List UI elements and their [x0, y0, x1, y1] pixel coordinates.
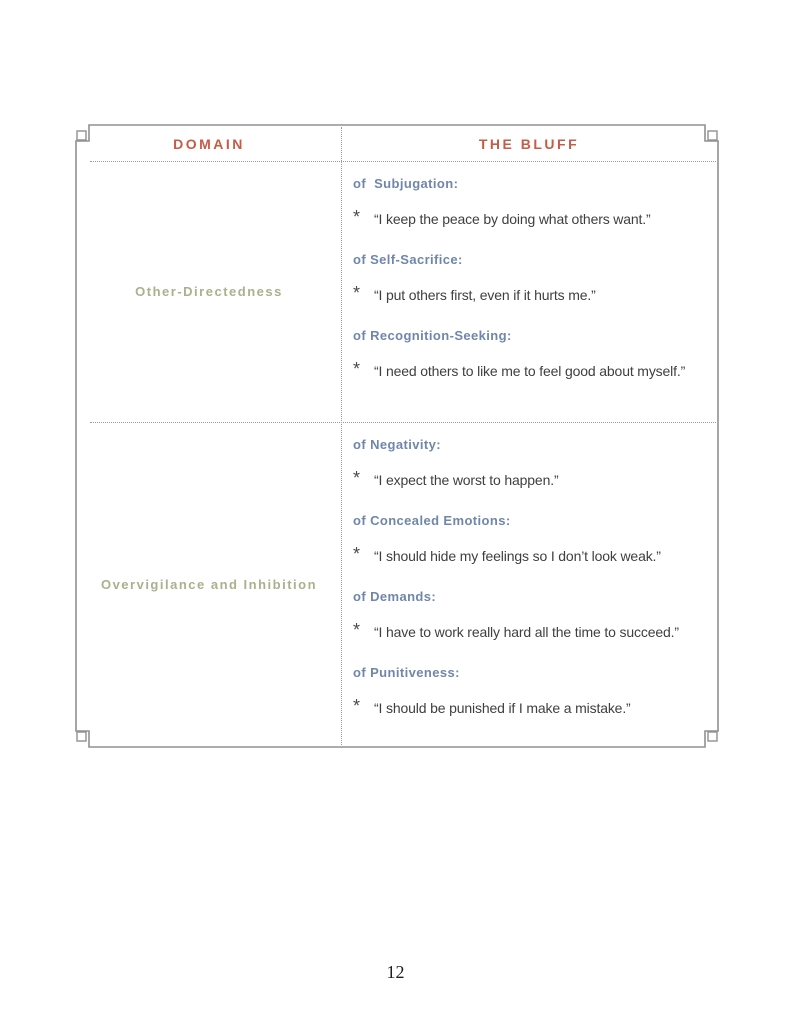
bluff-quote-text: “I should hide my feelings so I don’t look weak.” [374, 548, 661, 564]
asterisk-bullet-icon: * [353, 283, 361, 303]
bluff-heading: of Punitiveness: [353, 665, 460, 680]
bluff-quote-text: “I have to work really hard all the time to succeed.” [374, 624, 679, 640]
asterisk-bullet-icon: * [353, 544, 361, 564]
bluff-block [353, 436, 713, 494]
bluff-block [353, 664, 713, 722]
bluff-heading: of Demands: [353, 589, 437, 604]
bluff-block [353, 327, 713, 385]
column-header-bluff: THE BLUFF [478, 135, 580, 152]
bluff-heading: of Subjugation: [353, 176, 459, 191]
schema-bluff-table [77, 126, 717, 746]
domain-label-other-directedness: Other-Directedness [135, 284, 283, 299]
bluff-quote [353, 467, 713, 494]
bluff-quote [353, 619, 713, 646]
bluff-cell-row-2 [341, 422, 717, 746]
bluff-quote [353, 543, 713, 570]
bluff-quote [353, 282, 713, 309]
asterisk-bullet-icon: * [353, 620, 361, 640]
page-number: 12 [386, 962, 405, 982]
bluff-block [353, 251, 713, 309]
bluff-quote-text: “I keep the peace by doing what others want.” [374, 211, 651, 227]
bluff-heading: of Negativity: [353, 437, 441, 452]
bluff-quote [353, 206, 713, 233]
bluff-block [353, 512, 713, 570]
column-header-domain: DOMAIN [173, 135, 245, 152]
bluff-quote-text: “I put others first, even if it hurts me.” [374, 287, 596, 303]
bluff-quote-text: “I should be punished if I make a mistake.” [374, 700, 631, 716]
asterisk-bullet-icon: * [353, 207, 361, 227]
bluff-quote-text: “I expect the worst to happen.” [374, 472, 559, 488]
bluff-quote [353, 358, 713, 385]
bluff-quote-text: “I need others to like me to feel good about myself.” [374, 363, 686, 379]
asterisk-bullet-icon: * [353, 696, 361, 716]
bluff-block [353, 175, 713, 233]
bluff-cell-row-1 [341, 161, 717, 422]
domain-label-overvigilance-inhibition: Overvigilance and Inhibition [100, 576, 318, 592]
bluff-block [353, 588, 713, 646]
bluff-heading: of Self-Sacrifice: [353, 252, 463, 267]
bluff-heading: of Concealed Emotions: [353, 513, 511, 528]
bluff-heading: of Recognition-Seeking: [353, 328, 512, 343]
asterisk-bullet-icon: * [353, 468, 361, 488]
asterisk-bullet-icon: * [353, 359, 361, 379]
bluff-quote [353, 695, 713, 722]
